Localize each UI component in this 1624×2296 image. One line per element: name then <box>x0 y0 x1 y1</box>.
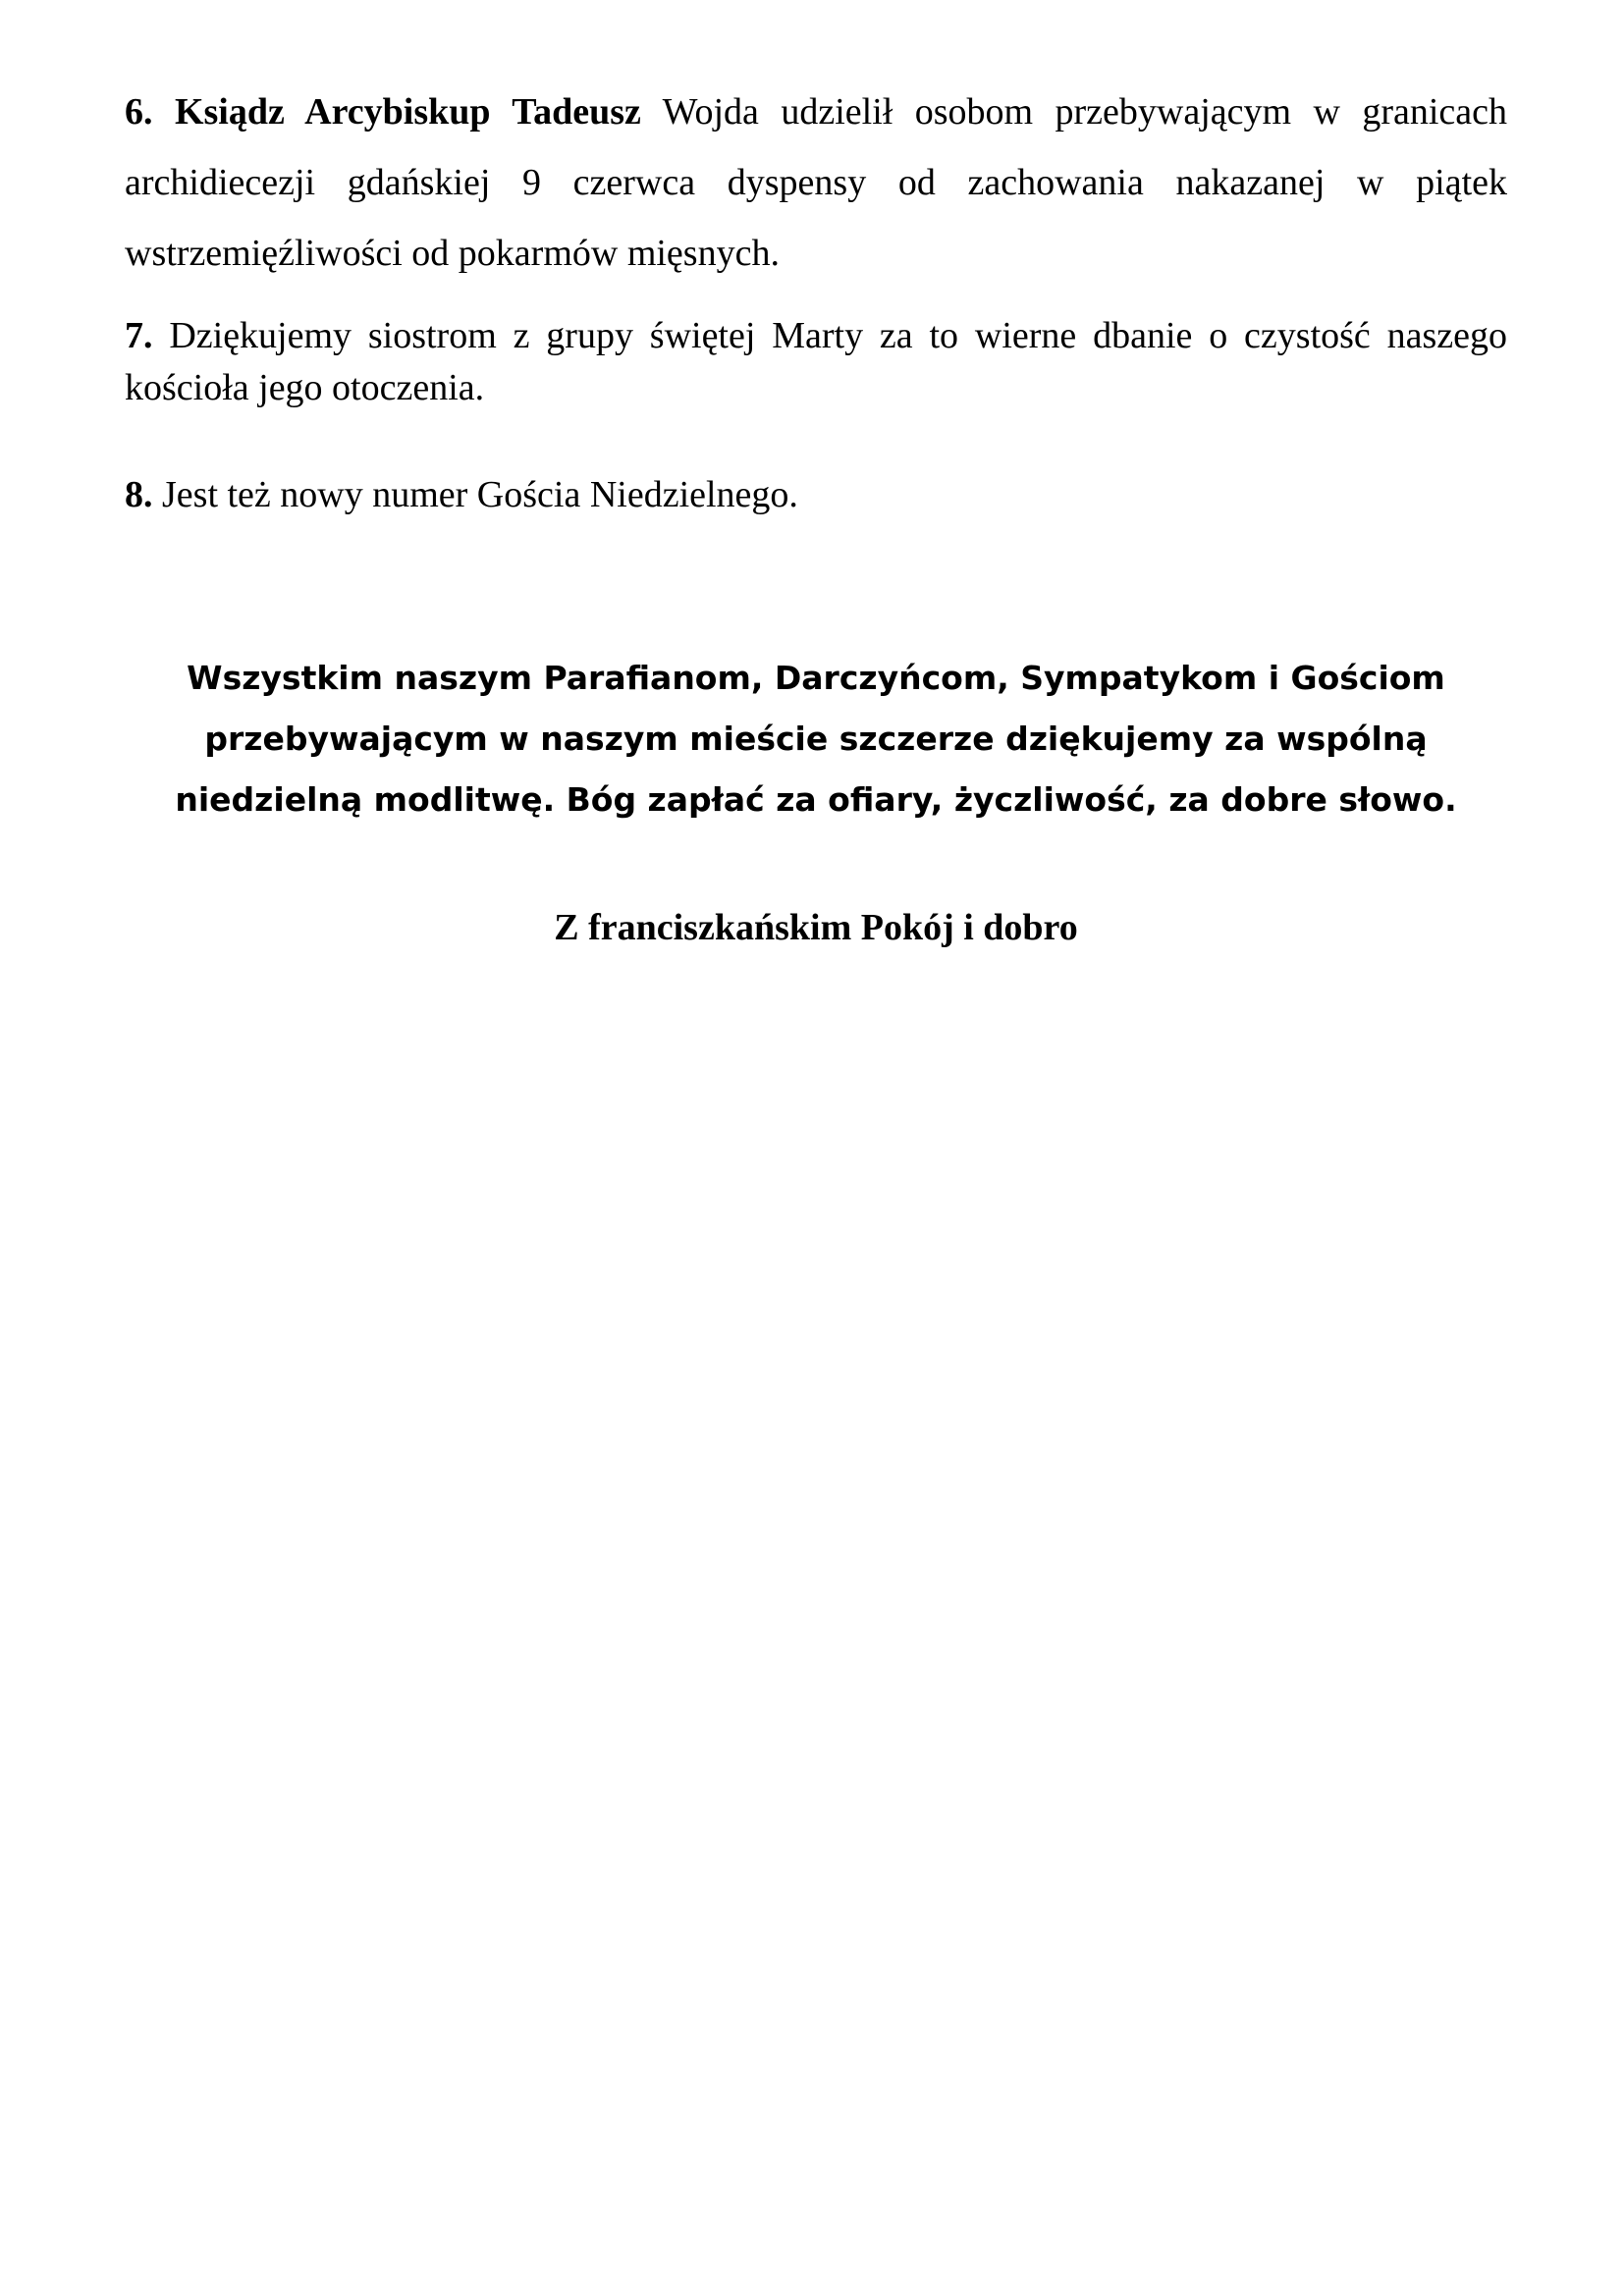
closing-greeting: Z franciszkańskim Pokój i dobro <box>554 907 1078 948</box>
thanks-message: Wszystkim naszym Parafianom, Darczyńcom, Sympatykom i Gościom przebywającym w naszym mieście szczerze dziękujemy za wspólną niedzielną modlitwę. Bóg zapłać za ofiary, życzliwość, za dobre słowo. <box>175 659 1457 819</box>
announcement-number: 6. <box>125 91 153 133</box>
announcement-item-6 <box>125 77 1507 289</box>
announcement-number: 7. <box>125 315 153 356</box>
announcement-text: Wojda udzielił osobom przebywającym w granicach archidiecezji gdańskiej 9 czerwca dyspensy od zachowania nakazanej w piątek wstrzemięźliwości od pokarmów mięsnych. <box>125 91 1508 274</box>
announcement-item-8 <box>125 469 1507 521</box>
announcement-text: Jest też nowy numer Gościa Niedzielnego. <box>162 474 798 515</box>
announcement-text: Dziękujemy siostrom z grupy świętej Marty za to wierne dbanie o czystość naszego kościoła jego otoczenia. <box>125 315 1507 408</box>
announcement-number: 8. <box>125 474 153 515</box>
announcements-list <box>125 77 1507 521</box>
announcement-item-7 <box>125 310 1507 414</box>
announcement-bold-text: Ksiądz Arcybiskup Tadeusz <box>174 91 641 133</box>
